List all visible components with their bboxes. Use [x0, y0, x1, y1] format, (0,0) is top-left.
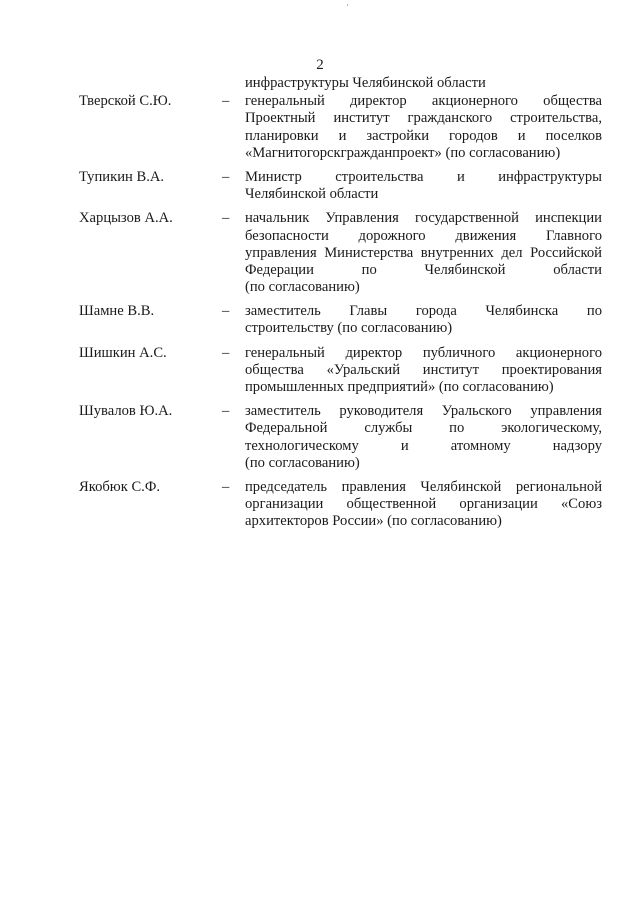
list-item-continuation — [0, 75, 640, 92]
description-line: архитекторов России» (по согласованию) — [245, 513, 502, 530]
member-list — [0, 75, 640, 531]
description-line: начальник Управления государственной инспекции — [245, 210, 602, 227]
description-line: Челябинской области — [245, 186, 379, 203]
entry-dash: – — [222, 93, 230, 110]
description-line: планировки и застройки городов и поселков — [245, 127, 602, 144]
scan-speck — [347, 4, 348, 6]
entry-description — [245, 93, 602, 162]
description-line: организации общественной организации «Союз — [245, 496, 602, 513]
description-line: промышленных предприятий» (по согласованию) — [245, 379, 554, 395]
entry-description — [245, 169, 602, 203]
entry-description — [245, 75, 602, 92]
entry-dash: – — [222, 168, 230, 185]
description-line: (по согласованию) — [245, 279, 360, 296]
entry-dash: – — [222, 210, 230, 227]
list-item — [0, 169, 640, 203]
description-line: (по согласованию) — [245, 454, 360, 471]
description-line: управления Министерства внутренних дел Российской — [245, 244, 602, 261]
list-item — [0, 210, 640, 296]
list-item — [0, 345, 640, 397]
description-line: строительству (по согласованию) — [245, 320, 453, 337]
description-line: технологическому и атомному надзору — [245, 437, 602, 454]
entry-name: Шувалов Ю.А. — [79, 403, 173, 420]
entry-name: Тупикин В.А. — [79, 168, 165, 185]
list-item — [0, 93, 640, 162]
description-line: Министр строительства и инфраструктуры — [245, 168, 602, 185]
entry-name: Якобюк С.Ф. — [79, 478, 161, 495]
entry-dash: – — [222, 403, 230, 420]
list-item — [0, 303, 640, 337]
description-line: «Магнитогорскгражданпроект» (по согласованию) — [245, 144, 561, 161]
entry-dash: – — [222, 344, 230, 361]
description-line: инфраструктуры Челябинской области — [245, 75, 486, 91]
description-line: генеральный директор публичного акционерного — [245, 344, 602, 361]
description-line: заместитель Главы города Челябинска по — [245, 303, 602, 320]
entry-description — [245, 303, 602, 337]
entry-description — [245, 479, 602, 531]
entry-dash: – — [222, 303, 230, 320]
description-line: Федерации по Челябинской области — [245, 261, 602, 278]
list-item — [0, 479, 640, 531]
entry-description — [245, 345, 602, 397]
entry-dash: – — [222, 478, 230, 495]
entry-name: Тверской С.Ю. — [79, 93, 172, 110]
description-line: Проектный институт гражданского строительства, — [245, 110, 602, 127]
entry-description — [245, 403, 602, 472]
description-line: Федеральной службы по экологическому, — [245, 420, 602, 437]
entry-name: Шишкин А.С. — [79, 344, 167, 361]
entry-name: Харцызов А.А. — [79, 210, 173, 227]
description-line: председатель правления Челябинской региональной — [245, 478, 602, 495]
description-line: безопасности дорожного движения Главного — [245, 227, 602, 244]
list-item — [0, 403, 640, 472]
description-line: заместитель руководителя Уральского управления — [245, 403, 602, 420]
description-line: генеральный директор акционерного общества — [245, 93, 602, 110]
entry-name: Шамне В.В. — [79, 303, 155, 320]
entry-description — [245, 210, 602, 296]
description-line: общества «Уральский институт проектирования — [245, 361, 602, 378]
page-number: 2 — [316, 57, 324, 73]
